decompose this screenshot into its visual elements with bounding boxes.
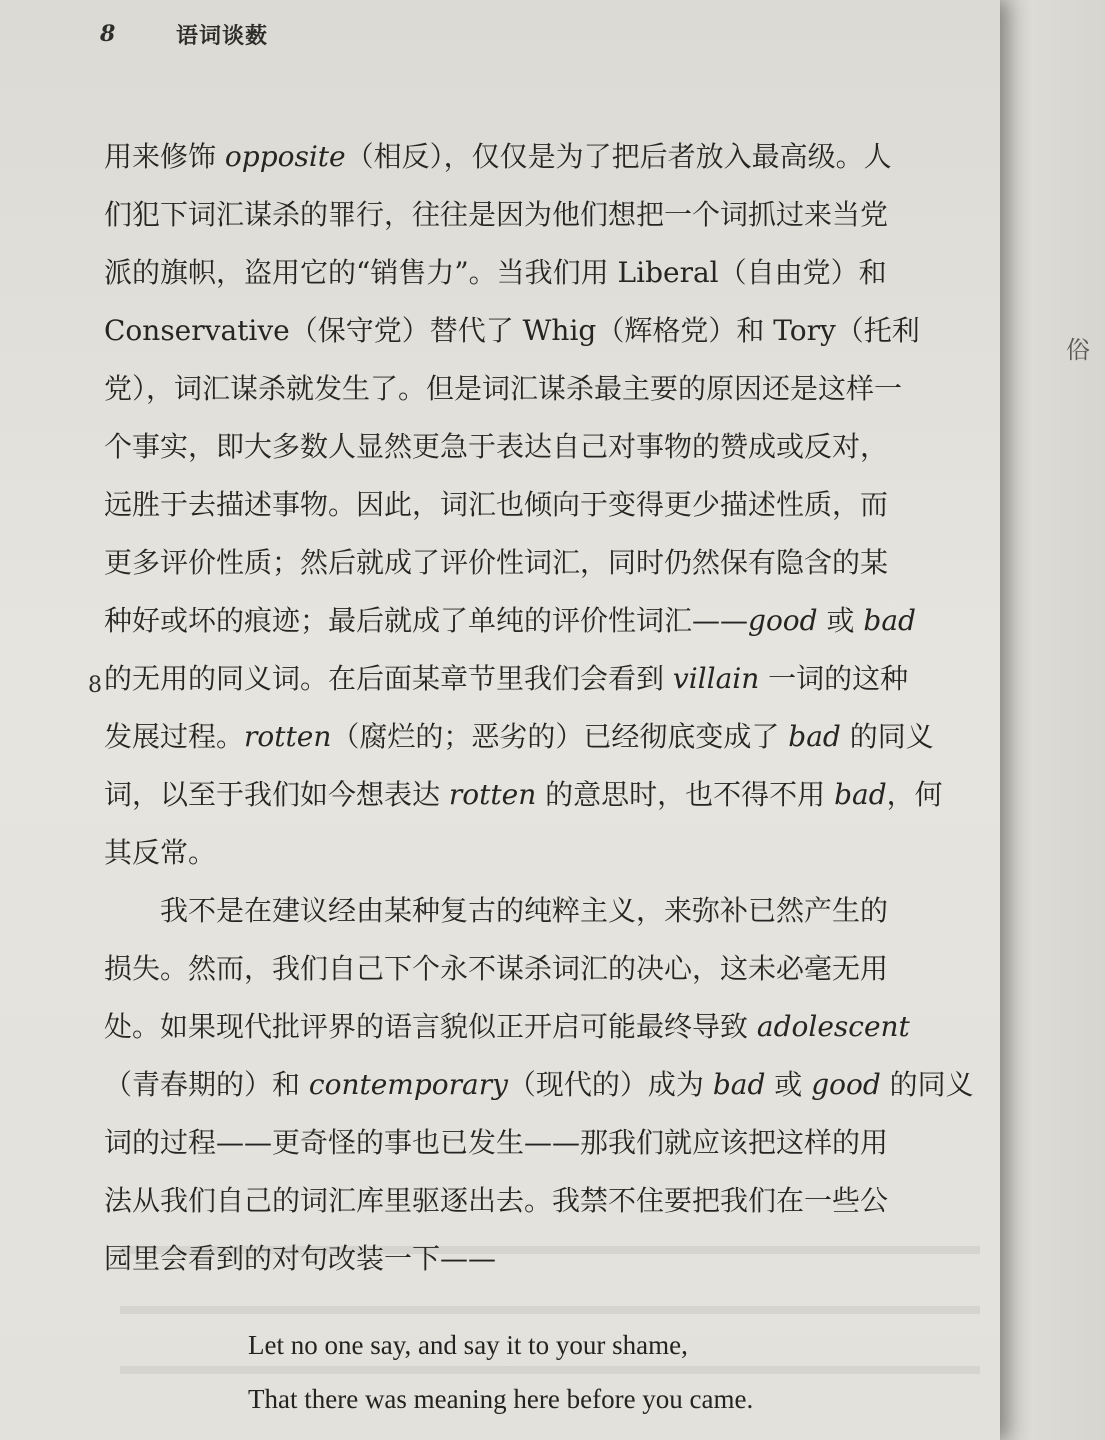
text-run: 或 [817,604,864,637]
text-line [104,360,964,418]
text-run: 词，以至于我们如今想表达 [104,778,449,811]
text-line [104,534,964,592]
text-line [104,882,964,940]
text-run: 法从我们自己的词汇库里驱逐出去。我禁不住要把我们在一些公 [104,1184,889,1217]
italic-term: bad [712,1068,766,1101]
text-run: 其反常。 [104,836,217,869]
text-run: 我不是在建议经由某种复古的纯粹主义，来弥补已然产生的 [104,894,889,927]
text-run: 种好或坏的痕迹；最后就成了单纯的评价性词汇—— [104,604,749,637]
facing-page-edge [985,0,1105,1440]
italic-term: bad [788,720,841,753]
text-run: 个事实，即大多数人显然更急于表达自己对事物的赞成或反对， [104,430,889,463]
text-line [104,766,964,824]
running-title: 语词谈薮 [176,23,269,49]
text-line [104,940,964,998]
text-run: 词的过程——更奇怪的事也已发生——那我们就应该把这样的用 [104,1126,889,1159]
text-run: 处。如果现代批评界的语言貌似正开启可能最终导致 [104,1010,757,1043]
couplet [248,1318,753,1426]
couplet-line: That there was meaning here before you came. [248,1384,754,1414]
text-run: ，何 [886,778,943,811]
text-run: （青春期的）和 [104,1068,309,1101]
text-run: 用来修饰 [104,140,225,173]
text-line [104,650,964,708]
italic-term: good [811,1068,881,1101]
text-run: （现代的）成为 [507,1068,713,1101]
text-run: 一词的这种 [759,662,909,695]
text-run: 发展过程。 [104,720,245,753]
text-line [104,186,964,244]
text-line [104,418,964,476]
text-run: 派的旗帜，盗用它的“销售力”。当我们用 Liberal（自由党）和 [104,256,887,289]
page-number: 8 [100,21,116,47]
margin-page-marker: 8 [88,673,102,698]
italic-term: bad [834,778,887,811]
text-line [104,302,964,360]
text-line [104,1230,964,1288]
text-line [104,824,964,882]
italic-term: rotten [448,778,537,811]
text-run: 的无用的同义词。在后面某章节里我们会看到 [104,662,673,695]
text-run: （相反），仅仅是为了把后者放入最高级。人 [345,140,892,173]
text-line [104,998,964,1056]
text-run: 园里会看到的对句改装一下—— [104,1242,497,1275]
text-run: 的同义 [840,720,934,753]
text-line [104,244,964,302]
text-line [104,128,964,186]
text-line [104,1114,964,1172]
text-line [104,1172,964,1230]
text-run: （腐烂的；恶劣的）已经彻底变成了 [331,720,789,753]
italic-term: contemporary [308,1068,508,1101]
couplet-line: Let no one say, and say it to your shame, [248,1330,688,1360]
italic-term: adolescent [756,1010,910,1043]
running-header [100,14,268,54]
italic-term: rotten [244,720,332,753]
italic-term: good [748,604,818,637]
facing-page-glyph: 俗 [1066,336,1090,364]
text-run: 或 [765,1068,812,1101]
text-run: 损失。然而，我们自己下个永不谋杀词汇的决心，这未必毫无用 [104,952,889,985]
text-line [104,592,964,650]
italic-term: bad [863,604,916,637]
text-run: 党），词汇谋杀就发生了。但是词汇谋杀最主要的原因还是这样一 [104,372,903,405]
text-line [104,1056,974,1114]
text-line [104,708,964,766]
text-run: Conservative（保守党）替代了 Whig（辉格党）和 Tory（托利 [104,314,920,347]
italic-term: villain [672,662,760,695]
text-line [104,476,964,534]
text-run: 的意思时，也不得不用 [536,778,835,811]
text-run: 更多评价性质；然后就成了评价性词汇，同时仍然保有隐含的某 [104,546,889,579]
text-run: 远胜于去描述事物。因此，词汇也倾向于变得更少描述性质，而 [104,488,889,521]
body-text [104,128,974,1288]
italic-term: opposite [224,140,346,173]
text-run: 们犯下词汇谋杀的罪行，往往是因为他们想把一个词抓过来当党 [104,198,889,231]
text-run: 的同义 [880,1068,974,1101]
